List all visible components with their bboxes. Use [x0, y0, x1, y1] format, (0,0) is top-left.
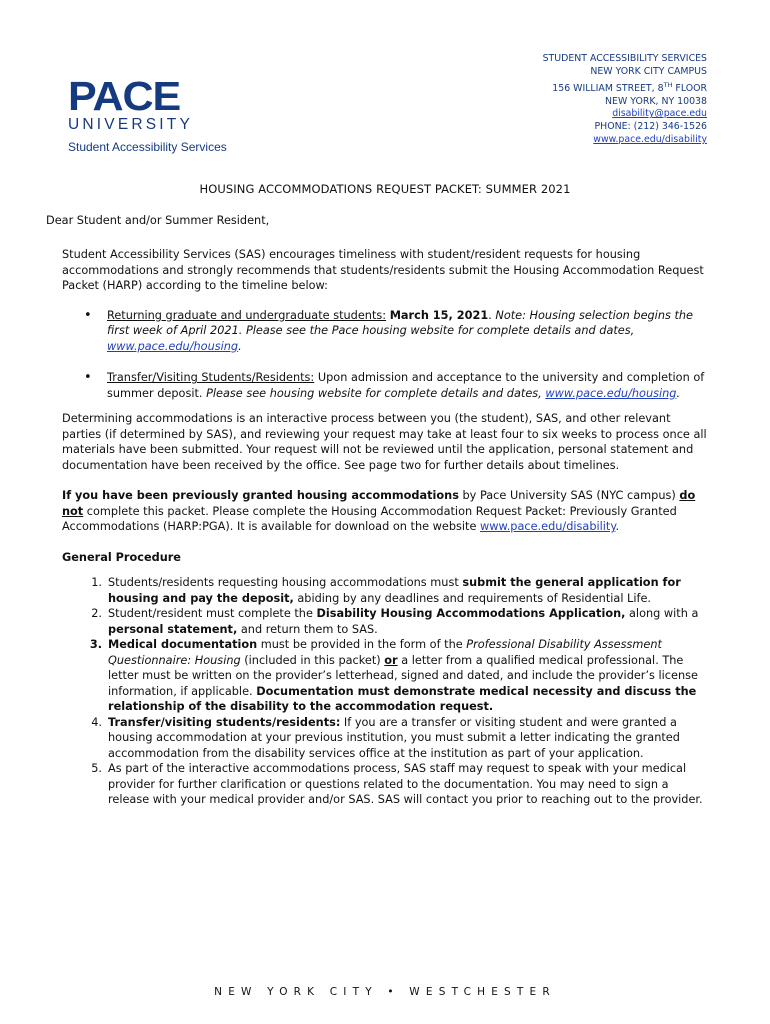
process-paragraph: Determining accommodations is an interactive process between you (the student), SAS, and other relevant parties (if determined by SAS), and reviewing your request may take at least four to six weeks to process once all materials have been submitted. Your request will not be reviewed until the application, personal statement and documentation have been received by the office. See page two for further details about timelines. — [62, 412, 707, 472]
list-item: 3. Medical documentation must be provided in the form of the Professional Disability Assessment Questionnaire: Housing (included in this packet) or a letter from a qualified medical professional. The letter must be written on the provider’s letterhead, signed and dated, and include the provider’s license information, if applicable. Documentation must demonstrate medical necessity and discuss the relationship of the disability to the accommodation request. — [89, 638, 698, 713]
list-item: • Returning graduate and undergraduate students: March 15, 2021. Note: Housing selection begins the first week of April 2021. Please see the Pace housing website for complete details and dates, www.pace.edu/housing. — [62, 308, 712, 355]
disability-website-link[interactable]: www.pace.edu/disability — [593, 133, 707, 145]
procedure-heading: General Procedure — [62, 550, 181, 564]
timeline-list — [62, 308, 712, 402]
list-item: • Transfer/Visiting Students/Residents: Upon admission and acceptance to the university and completion of summer deposit. Please see housing website for complete details and dates, www.pace.edu/housing. — [62, 370, 712, 401]
logo-wordmark: PACE — [68, 73, 181, 119]
address-block — [543, 53, 707, 147]
pace-logo — [68, 73, 268, 155]
email-link[interactable]: disability@pace.edu — [612, 108, 707, 120]
address-phone: PHONE: (212) 346-1526 — [594, 121, 707, 133]
letter-body — [62, 247, 712, 808]
procedure-list — [62, 575, 712, 808]
address-campus: NEW YORK CITY CAMPUS — [590, 65, 707, 77]
logo-department: Student Accessibility Services — [68, 140, 227, 154]
housing-link[interactable]: www.pace.edu/housing — [107, 339, 239, 353]
disability-link[interactable]: www.pace.edu/disability — [480, 520, 616, 533]
list-item: 5. As part of the interactive accommodations process, SAS staff may request to speak with your medical provider for further clarification or questions related to the documentation. You may need to sign a release with your medical provider and/or SAS. SAS will contact you prior to reaching out to the provider. — [91, 762, 703, 806]
footer-campuses: NEW YORK CITY • WESTCHESTER — [214, 986, 556, 998]
address-office: STUDENT ACCESSIBILITY SERVICES — [542, 53, 707, 64]
housing-link[interactable]: www.pace.edu/housing — [545, 386, 677, 400]
list-item: 4. Transfer/visiting students/residents: If you are a transfer or visiting student and were granted a housing accommodation at your previous institution, you must submit a letter indicating the granted accommodation from the disability services office at the institution as part of your application. — [91, 715, 680, 760]
logo-university: UNIVERSITY — [68, 116, 194, 133]
list-item: 2. Student/resident must complete the Disability Housing Accommodations Application, along with a personal statement, and return them to SAS. — [91, 607, 699, 636]
page-title: HOUSING ACCOMMODATIONS REQUEST PACKET: SUMMER 2021 — [199, 182, 571, 196]
intro-paragraph: Student Accessibility Services (SAS) encourages timeliness with student/resident requests for housing accommodations and strongly recommends that students/residents submit the Housing Accommodation Request Packet (HARP) according to the timeline below: — [62, 248, 704, 292]
address-street: 156 WILLIAM STREET, 8TH FLOOR — [552, 80, 707, 94]
address-city: NEW YORK, NY 10038 — [605, 95, 707, 107]
greeting: Dear Student and/or Summer Resident, — [46, 214, 270, 227]
list-item: 1. Students/residents requesting housing accommodations must submit the general application for housing and pay the deposit, abiding by any deadlines and requirements of Residential Life. — [91, 576, 681, 605]
previous-accommodations-paragraph: If you have been previously granted housing accommodations by Pace University SAS (NYC campus) do not complete this packet. Please complete the Housing Accommodation Request Packet: Previously Granted Accommodations (HARP:PGA). It is available for download on the website www.pace.edu/disability. — [62, 489, 696, 533]
